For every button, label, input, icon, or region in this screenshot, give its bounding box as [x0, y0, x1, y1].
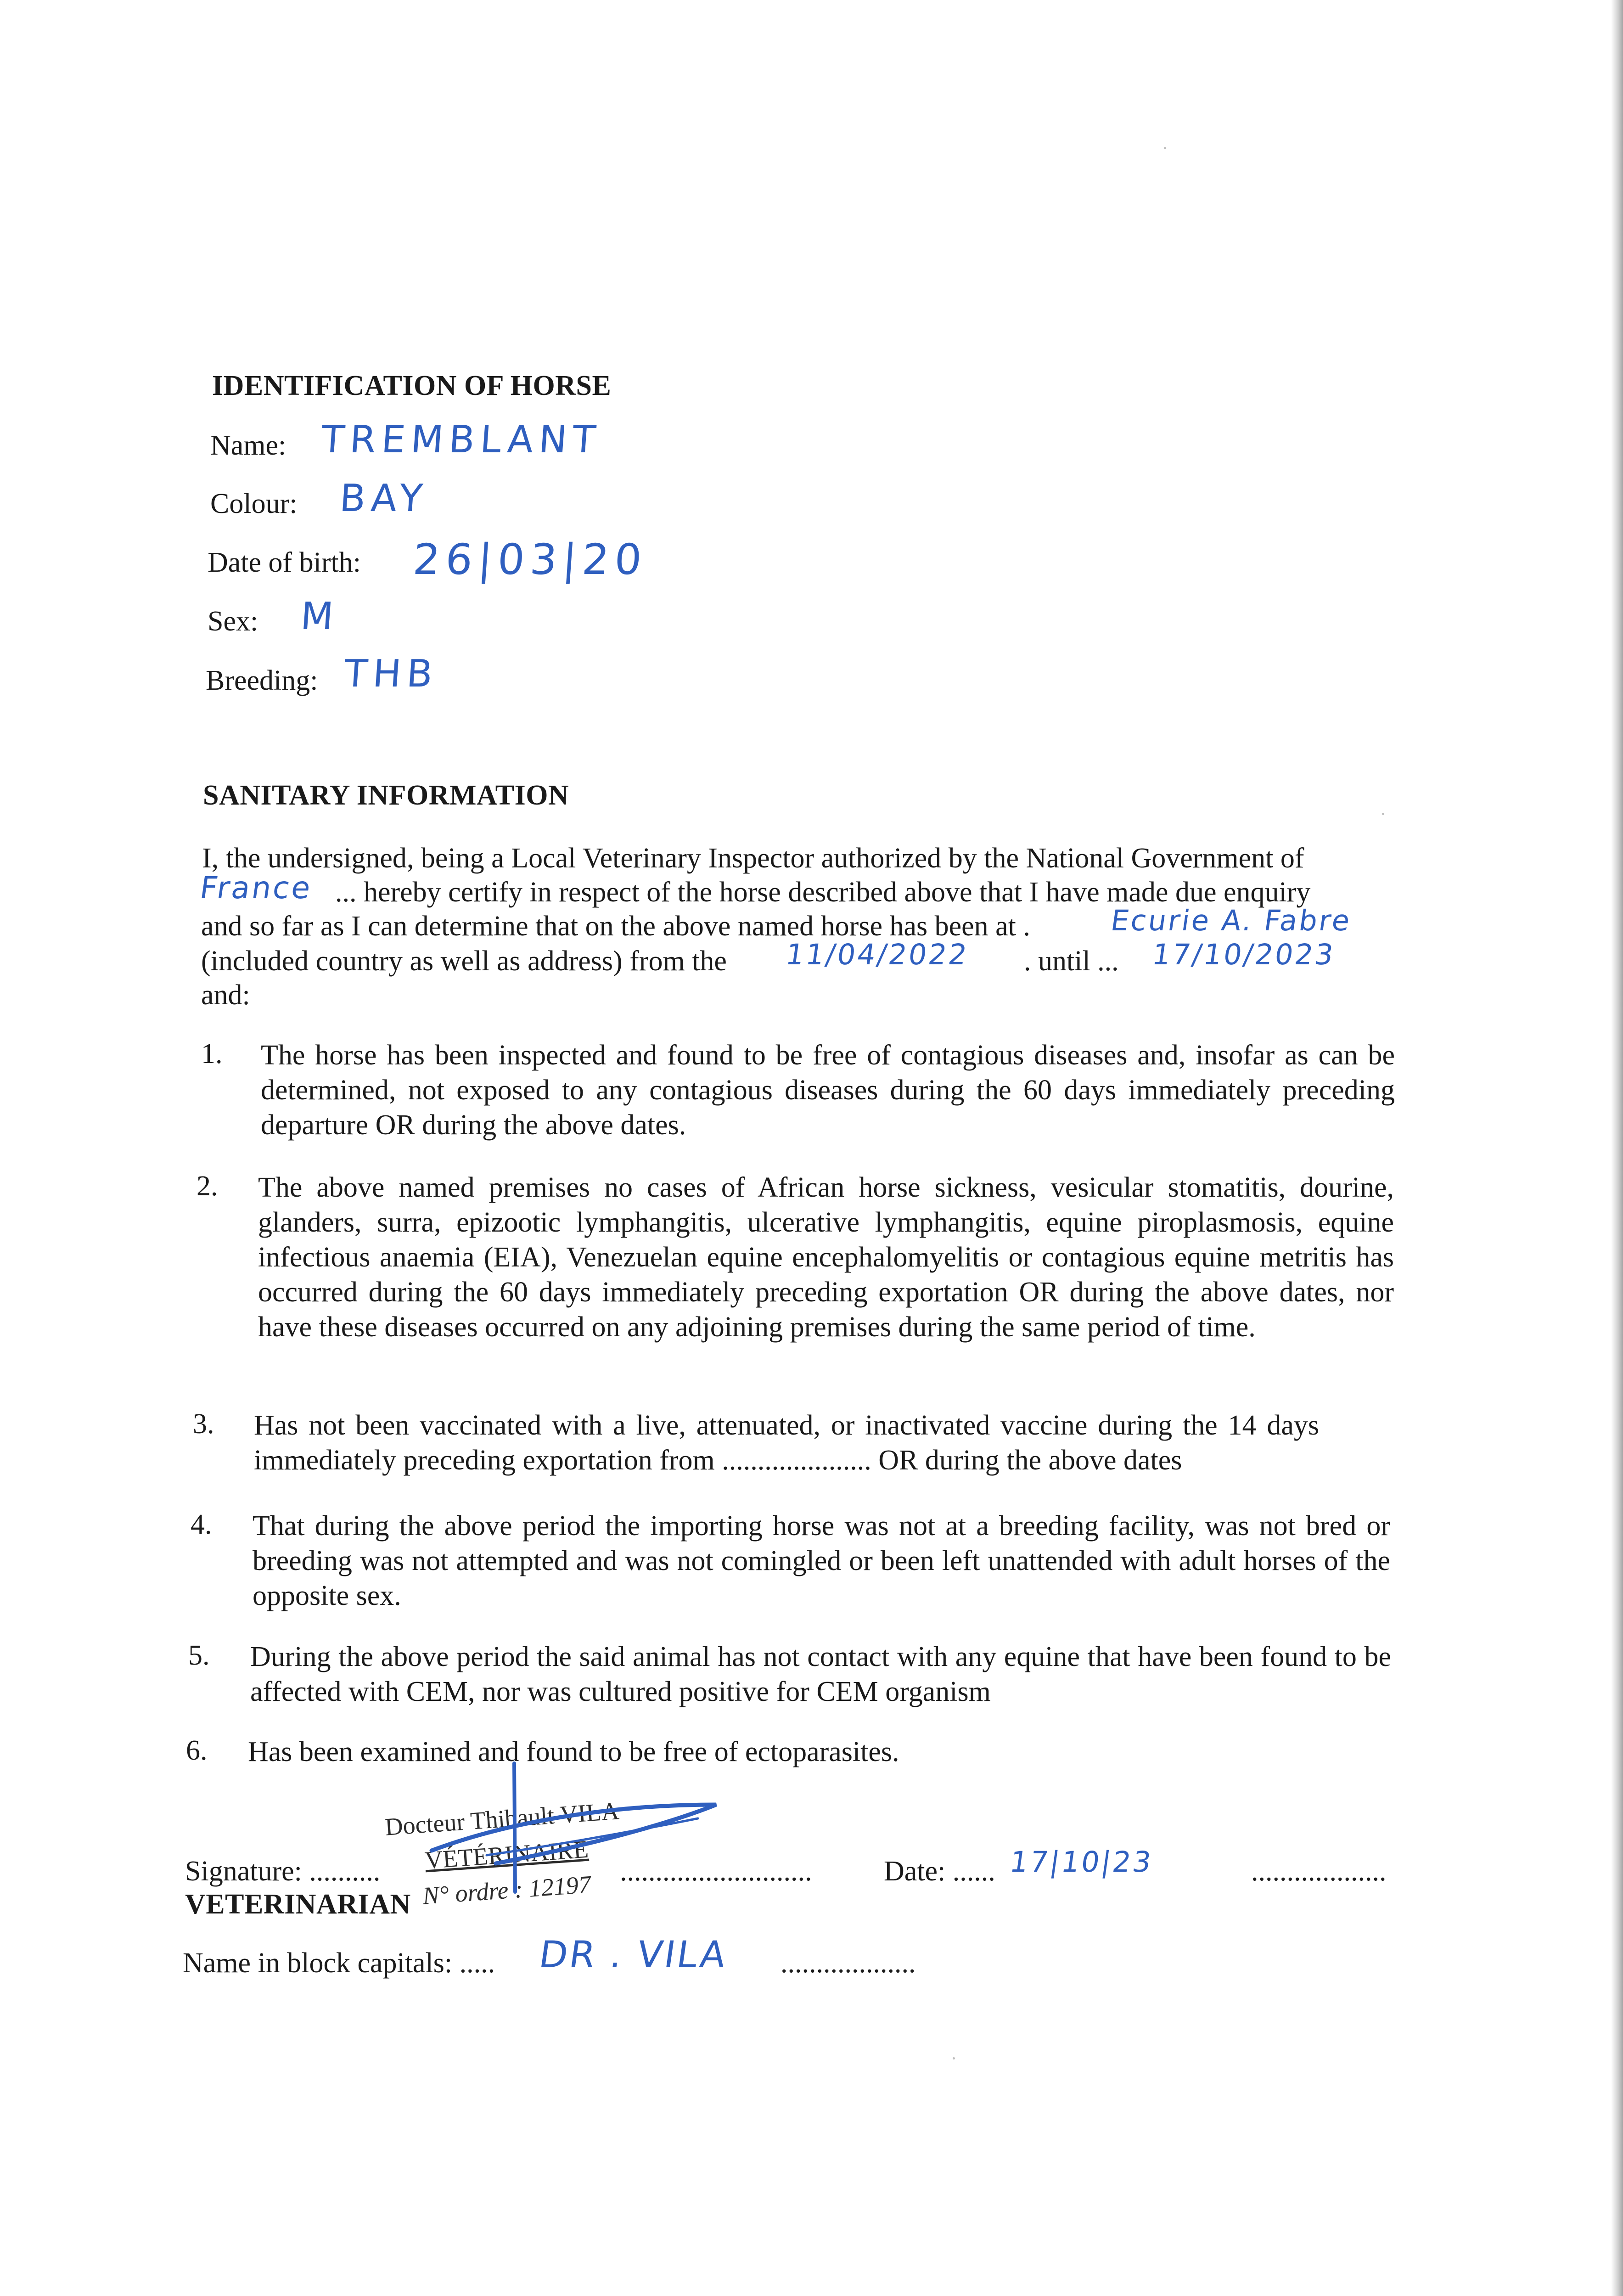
item-5-number: 5. — [188, 1640, 210, 1671]
block-capitals-label: Name in block capitals: ..... — [183, 1947, 495, 1979]
sex-value: M — [299, 595, 341, 638]
colour-label: Colour: — [210, 488, 298, 519]
intro-until-label: . until ... — [1024, 945, 1119, 977]
scan-speck — [1382, 813, 1384, 815]
scan-speck — [953, 2057, 955, 2060]
sanitary-heading: SANITARY INFORMATION — [203, 780, 569, 811]
intro-line-3: and so far as I can determine that on the above named horse has been at . — [201, 911, 1030, 942]
signature-dots: ........................... — [620, 1856, 812, 1887]
intro-until-date: 17/10/2023 — [1150, 938, 1337, 971]
block-capitals-value: DR . VILA — [536, 1933, 730, 1976]
item-3-number: 3. — [193, 1408, 214, 1440]
intro-line-4: (included country as well as address) from the — [201, 945, 727, 977]
breeding-label: Breeding: — [206, 665, 318, 696]
stamp-title: VÉTÉRINAIRE — [424, 1835, 590, 1874]
item-4-number: 4. — [191, 1509, 212, 1540]
stamp-order-number: N° ordre : 12197 — [421, 1870, 592, 1910]
veterinarian-label: VETERINARIAN — [185, 1889, 411, 1920]
intro-line-1: I, the undersigned, being a Local Veterinary Inspector authorized by the National Government of — [202, 843, 1304, 874]
dob-label: Date of birth: — [208, 547, 361, 578]
block-capitals-dots: ................... — [781, 1947, 916, 1979]
scan-speck — [1164, 147, 1166, 149]
stamp-name: Docteur Thibault VILA — [384, 1797, 620, 1841]
item-4-text: That during the above period the importing horse was not at a breeding facility, was not bred or breeding was not attempted and was not comingled or been left unattended with adult horses of the opposite sex. — [253, 1510, 1390, 1611]
dob-value: 26|03|20 — [411, 535, 649, 584]
item-5-text: During the above period the said animal has not contact with any equine that have been found to be affected with CEM, nor was cultured positive for CEM organism — [250, 1641, 1391, 1707]
date-dots: ................... — [1251, 1856, 1387, 1887]
item-6-text: Has been examined and found to be free of ectoparasites. — [248, 1736, 899, 1767]
item-1-text: The horse has been inspected and found to be free of contagious diseases and, insofar as can be determined, not exposed to any contagious diseases during the 60 days immediately preceding departure OR during the above dates. — [261, 1040, 1395, 1141]
intro-line-2: ... hereby certify in respect of the horse described above that I have made due enquiry — [335, 877, 1311, 908]
item-2-text: The above named premises no cases of African horse sickness, vesicular stomatitis, dourine, glanders, surra, epizootic lymphangitis, ulcerative lymphangitis, equine piroplasmosis, equine infectious anaemia (EIA), Venezuelan equine encephalomyelitis or contagious equine metritis has occurred during the 60 days immediately preceding exportation OR during the above dates, nor have these diseases occurred on any adjoining premises during the same period of time. — [258, 1172, 1394, 1343]
intro-country-value: France — [197, 870, 314, 906]
item-6-number: 6. — [186, 1735, 208, 1766]
item-1-number: 1. — [201, 1038, 223, 1069]
sex-label: Sex: — [208, 606, 258, 637]
intro-from-date: 11/04/2022 — [783, 938, 971, 971]
item-2-number: 2. — [197, 1171, 218, 1202]
intro-line-5: and: — [201, 979, 250, 1011]
scan-edge-shadow — [1611, 0, 1623, 2296]
signature-label: Signature: .......... — [185, 1856, 381, 1887]
date-value: 17|10|23 — [1007, 1845, 1155, 1879]
breeding-value: THB — [343, 652, 440, 696]
date-label: Date: ...... — [884, 1856, 995, 1887]
intro-premises-value: Ecurie A. Fabre — [1108, 904, 1354, 937]
colour-value: BAY — [338, 477, 430, 520]
item-3-text: Has not been vaccinated with a live, attenuated, or inactivated vaccine during the 14 days immediately preceding exportation from ..................... OR during the above dates — [254, 1410, 1319, 1476]
identification-heading: IDENTIFICATION OF HORSE — [212, 370, 612, 401]
name-value: TREMBLANT — [320, 418, 603, 461]
name-label: Name: — [210, 430, 286, 461]
